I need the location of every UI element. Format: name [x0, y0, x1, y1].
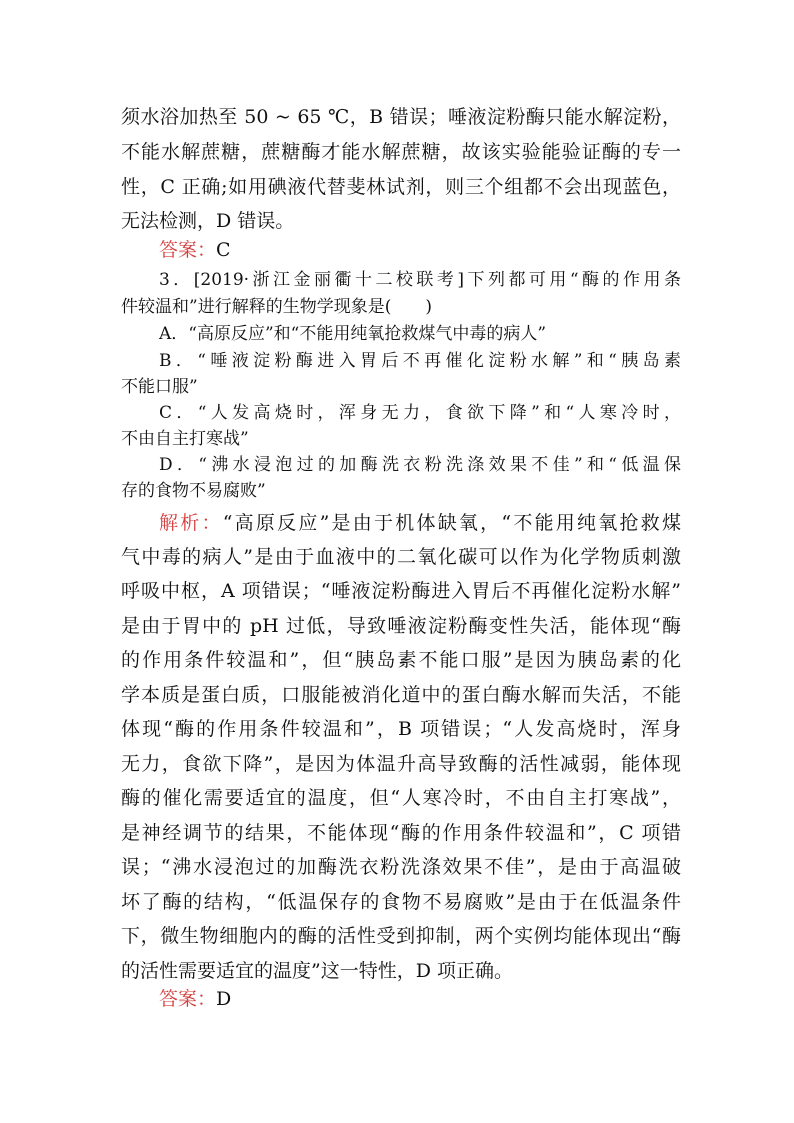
- analysis-line: 的活性需要适宜的温度”这一特性，D 项正确。: [121, 960, 513, 982]
- analysis-line: 呼吸中枢，A 项错误；“唾液淀粉酶进入胃后不再催化淀粉水解”: [121, 580, 681, 602]
- analysis-line: 的作用条件较温和”，但“胰岛素不能口服”是因为胰岛素的化: [121, 649, 681, 671]
- analysis-line: 气中毒的病人”是由于血液中的二氧化碳可以作为化学物质刺激: [121, 546, 681, 568]
- option-b-continued: 不能口服”: [121, 377, 198, 397]
- analysis-line: 学本质是蛋白质，口服能被消化道中的蛋白酶水解而失活，不能: [121, 684, 681, 706]
- analysis-label: 解析：: [159, 512, 223, 534]
- prev-answer: [159, 238, 681, 262]
- option-b: B．“唾液淀粉酶进入胃后不再催化淀粉水解”和“胰岛素: [159, 351, 681, 371]
- prev-explanation-line: 须水浴加热至 50 ~ 65 ℃，B 错误；唾液淀粉酶只能水解淀粉，: [121, 106, 681, 128]
- analysis-line: 体现“酶的作用条件较温和”，B 项错误；“人发高烧时，浑身: [121, 718, 681, 740]
- analysis-first-line: [159, 511, 681, 535]
- analysis-line: 是由于胃中的 pH 过低，导致唾液淀粉酶变性失活，能体现“酶: [121, 615, 681, 637]
- analysis-first-text: “高原反应”是由于机体缺氧，“不能用纯氧抢救煤: [222, 512, 681, 534]
- question-stem-line: 件较温和”进行解释的生物学现象是( ): [121, 297, 432, 317]
- prev-explanation-line: 性，C 正确;如用碘液代替斐林试剂，则三个组都不会出现蓝色，: [121, 176, 681, 198]
- option-d: D．“沸水浸泡过的加酶洗衣粉洗涤效果不佳”和“低温保: [159, 455, 681, 475]
- analysis-line: 是神经调节的结果，不能体现“酶的作用条件较温和”，C 项错: [121, 822, 681, 844]
- answer: [159, 987, 681, 1011]
- option-c-continued: 不由自主打寒战”: [121, 429, 249, 449]
- analysis-line: 误；“沸水浸泡过的加酶洗衣粉洗涤效果不佳”，是由于高温破: [121, 856, 681, 878]
- prev-explanation-line: 无法检测，D 错误。: [121, 210, 295, 232]
- analysis-line: 无力，食欲下降”，是因为体温升高导致酶的活性减弱，能体现: [121, 753, 681, 775]
- prev-answer-value: C: [216, 239, 231, 261]
- analysis-line: 坏了酶的结构，“低温保存的食物不易腐败”是由于在低温条件: [121, 891, 681, 913]
- prev-answer-label: 答案：: [159, 239, 217, 261]
- prev-explanation-line: 不能水解蔗糖，蔗糖酶才能水解蔗糖，故该实验能验证酶的专一: [121, 141, 681, 163]
- option-c: C．“人发高烧时，浑身无力，食欲下降”和“人寒冷时，: [159, 403, 681, 423]
- answer-label: 答案：: [159, 988, 217, 1010]
- question-stem-line: 3．[2019·浙江金丽衢十二校联考]下列都可用“酶的作用条: [159, 270, 681, 290]
- analysis-line: 酶的催化需要适宜的温度，但“人寒冷时，不由自主打寒战”，: [121, 787, 681, 809]
- option-a: A．“高原反应”和“不能用纯氧抢救煤气中毒的病人”: [159, 324, 547, 344]
- analysis-line: 下，微生物细胞内的酶的活性受到抑制，两个实例均能体现出“酶: [121, 925, 681, 947]
- option-d-continued: 存的食物不易腐败”: [121, 481, 266, 501]
- answer-value: D: [216, 988, 232, 1010]
